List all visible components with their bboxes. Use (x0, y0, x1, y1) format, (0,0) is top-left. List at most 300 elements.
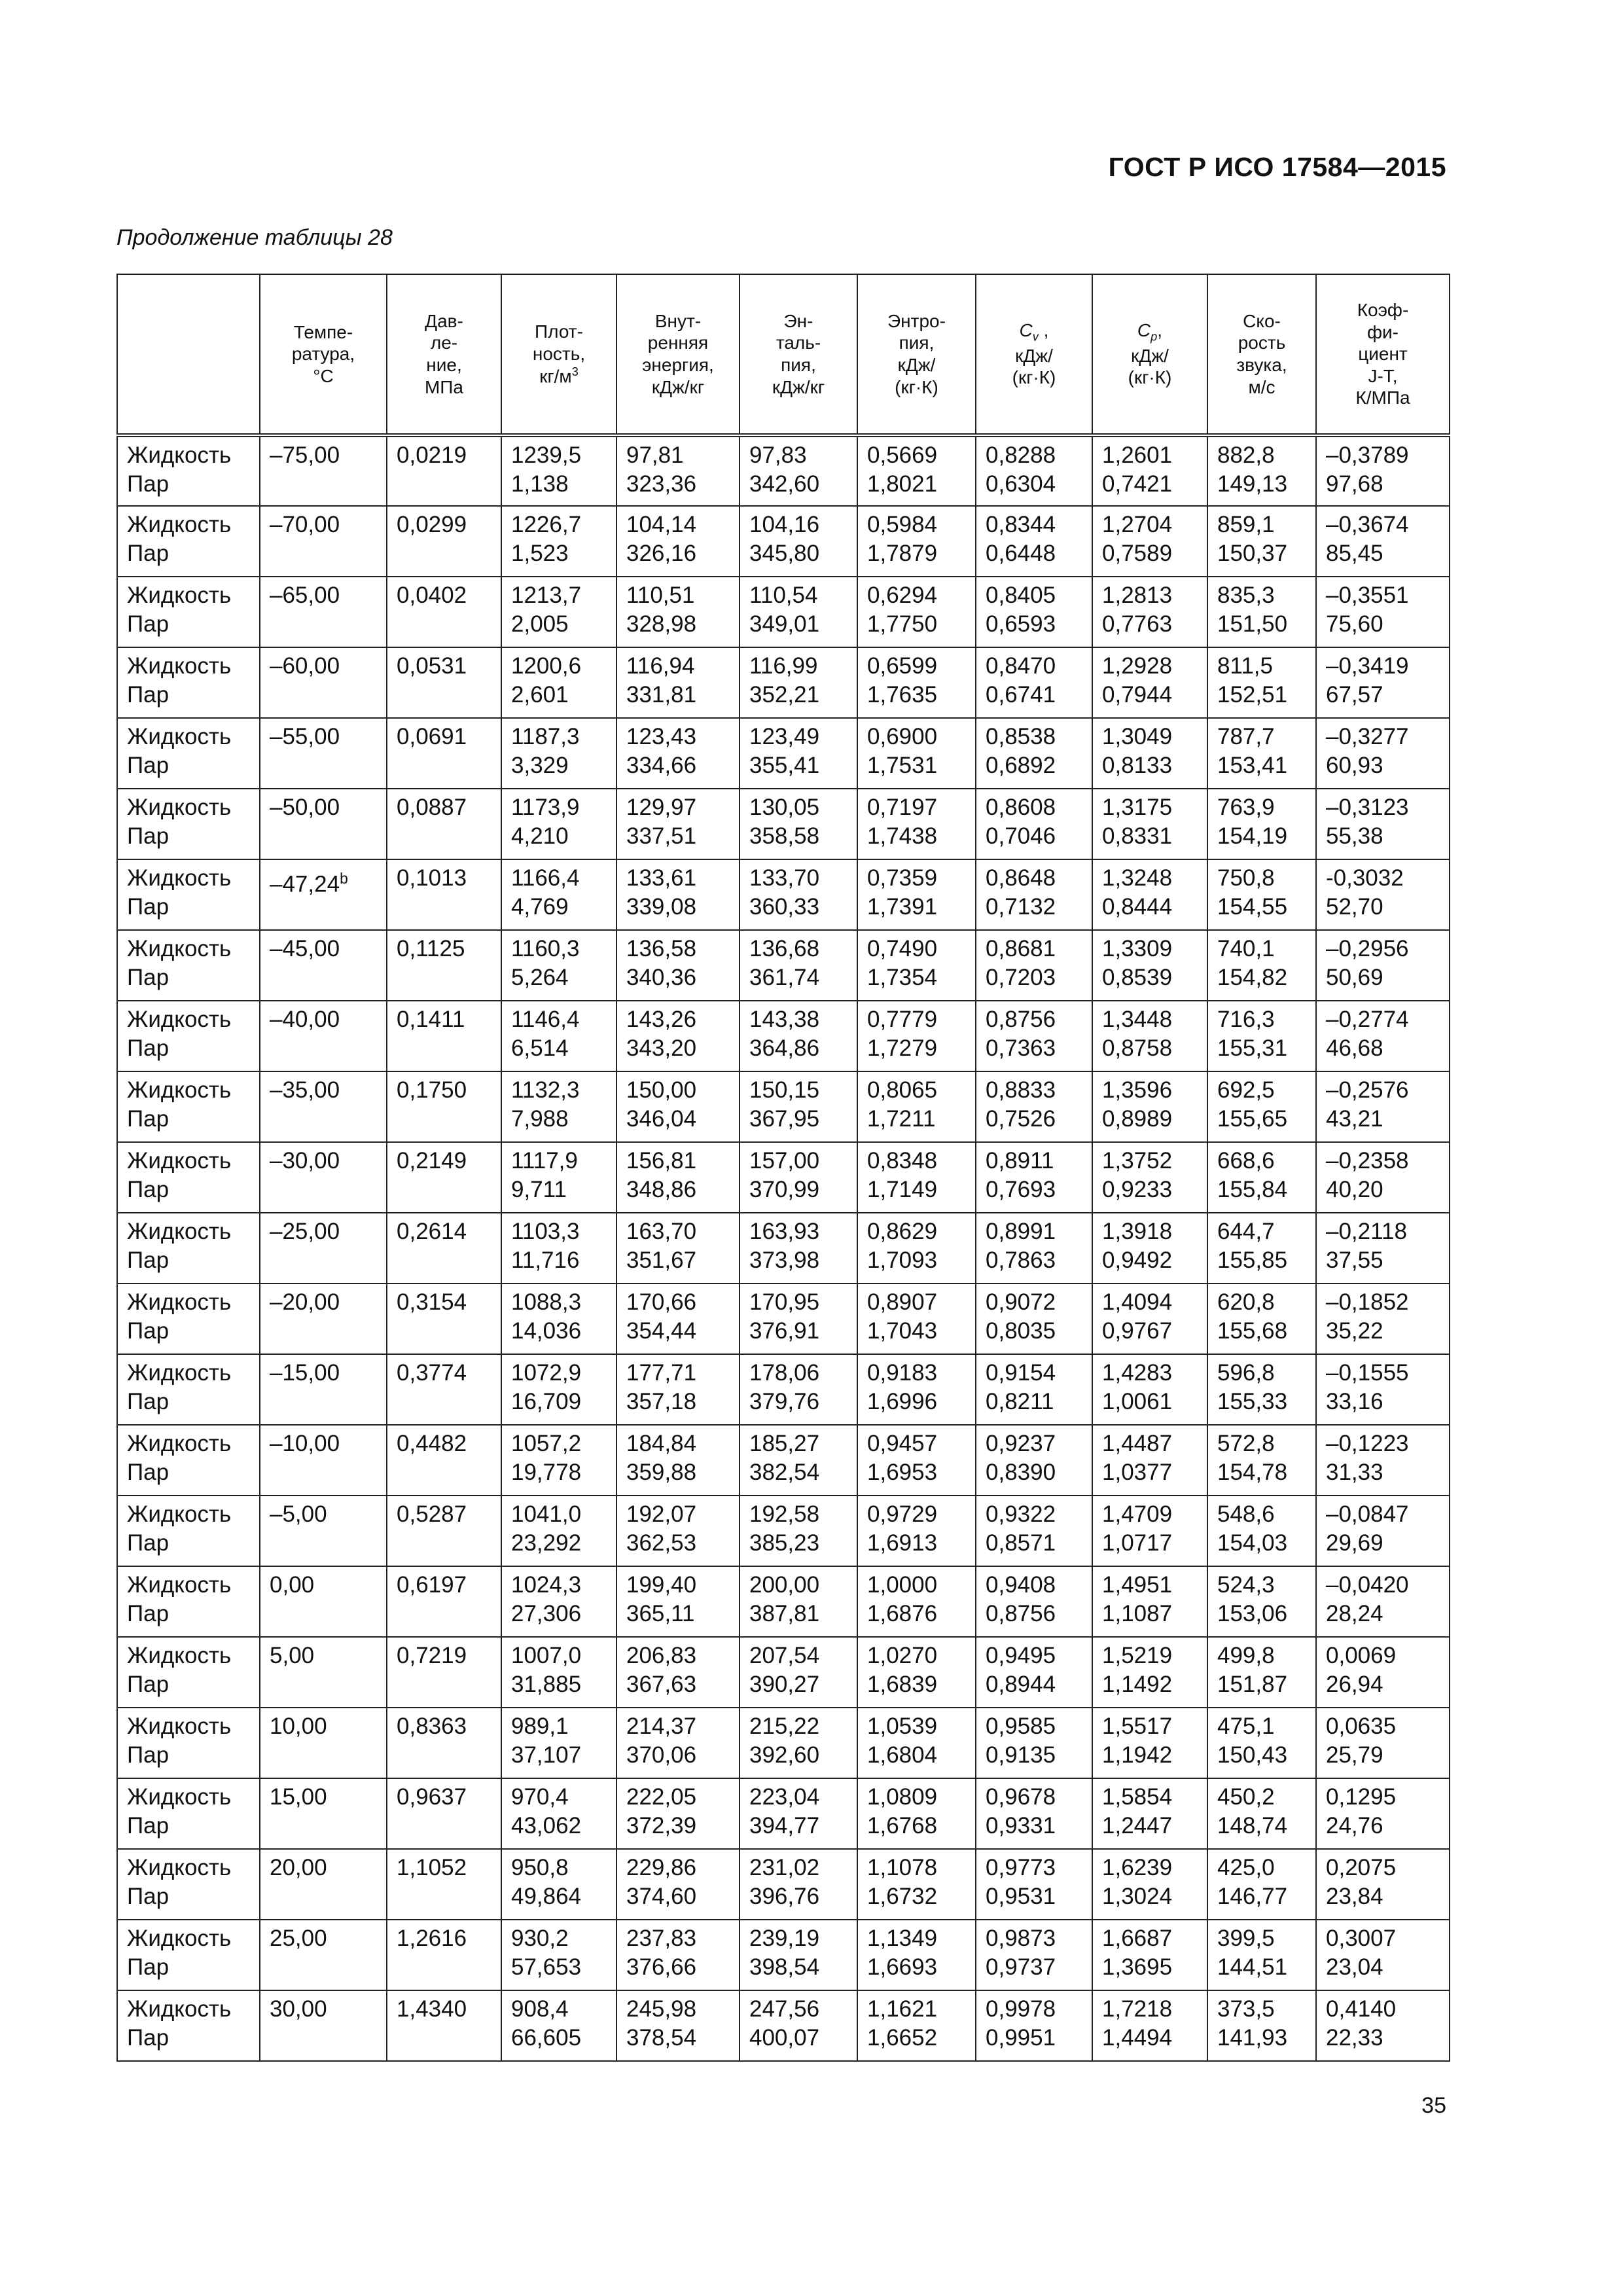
internal-energy-cell (616, 1990, 740, 2061)
enthalpy-cell (740, 1425, 857, 1496)
table-row (117, 1920, 1450, 1990)
pressure-value: 0,9637 (397, 1784, 467, 1810)
cp-vapor: 0,7944 (1102, 682, 1173, 708)
table-row (117, 1354, 1450, 1425)
cp-liquid: 1,2813 (1102, 583, 1173, 608)
liquid-label: Жидкость (127, 1007, 232, 1032)
cp-cell (1092, 1920, 1207, 1990)
phase-cell (117, 1071, 260, 1142)
internal-energy-liquid: 123,43 (626, 724, 697, 749)
enthalpy-vapor: 361,74 (749, 965, 820, 990)
entropy-liquid: 1,1349 (867, 1926, 938, 1951)
cv-vapor: 0,8571 (986, 1530, 1056, 1556)
density-vapor: 11,716 (511, 1247, 580, 1273)
cp-liquid: 1,7218 (1102, 1996, 1173, 2022)
cv-vapor: 0,6304 (986, 471, 1056, 497)
density-vapor: 14,036 (511, 1318, 582, 1344)
internal-energy-cell (616, 930, 740, 1001)
entropy-vapor: 1,7391 (867, 894, 938, 920)
entropy-vapor: 1,6996 (867, 1389, 938, 1414)
cv-cell (976, 435, 1092, 506)
enthalpy-cell (740, 789, 857, 859)
sound-speed-liquid: 524,3 (1217, 1572, 1275, 1598)
entropy-cell (857, 1354, 976, 1425)
entropy-liquid: 0,7490 (867, 936, 938, 961)
page-number: 35 (1421, 2093, 1446, 2118)
cp-vapor: 0,8444 (1102, 894, 1173, 920)
entropy-liquid: 1,0000 (867, 1572, 938, 1598)
sound-speed-vapor: 155,85 (1217, 1247, 1288, 1273)
sound-speed-vapor: 150,37 (1217, 541, 1288, 566)
entropy-liquid: 0,9729 (867, 1501, 938, 1527)
internal-energy-liquid: 192,07 (626, 1501, 697, 1527)
internal-energy-liquid: 129,97 (626, 795, 697, 820)
vapor-label: Пар (127, 1954, 169, 1980)
liquid-label: Жидкость (127, 1360, 232, 1386)
density-liquid: 1213,7 (511, 583, 582, 608)
liquid-label: Жидкость (127, 1077, 232, 1103)
internal-energy-vapor: 378,54 (626, 2025, 697, 2051)
vapor-label: Пар (127, 541, 169, 566)
cp-cell (1092, 789, 1207, 859)
header-sound-speed: Ско- рость звука, м/с (1207, 274, 1316, 435)
cv-vapor: 0,7132 (986, 894, 1056, 920)
enthalpy-liquid: 163,93 (749, 1219, 820, 1244)
enthalpy-cell (740, 718, 857, 789)
internal-energy-liquid: 237,83 (626, 1926, 697, 1951)
jt-coefficient-liquid: –0,3277 (1326, 724, 1409, 749)
cv-liquid: 0,8681 (986, 936, 1056, 961)
cv-cell (976, 1778, 1092, 1849)
internal-energy-cell (616, 1142, 740, 1213)
entropy-liquid: 0,9457 (867, 1431, 938, 1456)
enthalpy-vapor: 345,80 (749, 541, 820, 566)
cp-vapor: 0,7589 (1102, 541, 1173, 566)
enthalpy-cell (740, 1071, 857, 1142)
entropy-cell (857, 1637, 976, 1708)
density-liquid: 1146,4 (511, 1007, 580, 1032)
temperature-cell (260, 577, 387, 647)
phase-cell (117, 506, 260, 577)
table-caption: Продолжение таблицы 28 (116, 225, 393, 250)
jt-coefficient-liquid: –0,3789 (1326, 442, 1409, 468)
pressure-value: 1,1052 (397, 1855, 467, 1880)
sound-speed-liquid: 425,0 (1217, 1855, 1275, 1880)
sound-speed-vapor: 148,74 (1217, 1813, 1288, 1839)
internal-energy-cell (616, 859, 740, 930)
entropy-liquid: 0,5984 (867, 512, 938, 537)
cp-vapor: 1,1492 (1102, 1672, 1173, 1697)
sound-speed-cell (1207, 1354, 1316, 1425)
enthalpy-liquid: 170,95 (749, 1289, 820, 1315)
entropy-vapor: 1,6913 (867, 1530, 938, 1556)
footnote-mark: b (340, 870, 348, 887)
cp-liquid: 1,3448 (1102, 1007, 1173, 1032)
cp-cell (1092, 1778, 1207, 1849)
entropy-cell (857, 859, 976, 930)
sound-speed-vapor: 155,65 (1217, 1106, 1288, 1132)
cv-liquid: 0,8288 (986, 442, 1056, 468)
internal-energy-cell (616, 1708, 740, 1778)
sound-speed-vapor: 154,55 (1217, 894, 1288, 920)
entropy-liquid: 0,8907 (867, 1289, 938, 1315)
thermo-properties-table (116, 274, 1450, 2062)
internal-energy-vapor: 362,53 (626, 1530, 697, 1556)
sound-speed-vapor: 155,33 (1217, 1389, 1288, 1414)
sound-speed-vapor: 146,77 (1217, 1884, 1288, 1909)
pressure-cell (387, 859, 501, 930)
liquid-label: Жидкость (127, 1219, 232, 1244)
liquid-label: Жидкость (127, 795, 232, 820)
pressure-cell (387, 1849, 501, 1920)
internal-energy-liquid: 163,70 (626, 1219, 697, 1244)
pressure-cell (387, 1708, 501, 1778)
enthalpy-vapor: 352,21 (749, 682, 820, 708)
temperature-cell (260, 1566, 387, 1637)
sound-speed-cell (1207, 1990, 1316, 2061)
entropy-vapor: 1,7149 (867, 1177, 938, 1202)
entropy-liquid: 1,0270 (867, 1643, 938, 1668)
enthalpy-cell (740, 647, 857, 718)
density-liquid: 1132,3 (511, 1077, 580, 1103)
temperature-cell (260, 435, 387, 506)
temperature-cell (260, 930, 387, 1001)
internal-energy-vapor: 339,08 (626, 894, 697, 920)
jt-coefficient-vapor: 67,57 (1326, 682, 1383, 708)
phase-cell (117, 1708, 260, 1778)
cv-liquid: 0,9154 (986, 1360, 1056, 1386)
pressure-value: 1,4340 (397, 1996, 467, 2022)
liquid-label: Жидкость (127, 1148, 232, 1174)
sound-speed-cell (1207, 718, 1316, 789)
cp-cell (1092, 1001, 1207, 1071)
cp-liquid: 1,3309 (1102, 936, 1173, 961)
density-cell (501, 859, 616, 930)
temperature-value: –40,00 (270, 1007, 340, 1032)
density-vapor: 49,864 (511, 1884, 582, 1909)
enthalpy-vapor: 390,27 (749, 1672, 820, 1697)
pressure-value: 0,3154 (397, 1289, 467, 1315)
temperature-value: –10,00 (270, 1431, 340, 1456)
enthalpy-liquid: 215,22 (749, 1713, 820, 1739)
sound-speed-liquid: 835,3 (1217, 583, 1275, 608)
temperature-value: 20,00 (270, 1855, 327, 1880)
jt-coefficient-cell (1316, 1283, 1450, 1354)
jt-coefficient-cell (1316, 1920, 1450, 1990)
cv-liquid: 0,9495 (986, 1643, 1056, 1668)
cp-liquid: 1,3248 (1102, 865, 1173, 891)
table-row (117, 1001, 1450, 1071)
temperature-cell (260, 859, 387, 930)
sound-speed-liquid: 668,6 (1217, 1148, 1275, 1174)
entropy-liquid: 1,0809 (867, 1784, 938, 1810)
header-jt-coefficient: Коэф- фи- циент J-T, К/МПа (1316, 274, 1450, 435)
internal-energy-vapor: 354,44 (626, 1318, 697, 1344)
jt-coefficient-cell (1316, 1708, 1450, 1778)
liquid-label: Жидкость (127, 1784, 232, 1810)
cv-liquid: 0,9408 (986, 1572, 1056, 1598)
jt-coefficient-cell (1316, 718, 1450, 789)
internal-energy-vapor: 340,36 (626, 965, 697, 990)
vapor-label: Пар (127, 1106, 169, 1132)
density-cell (501, 1637, 616, 1708)
jt-coefficient-vapor: 40,20 (1326, 1177, 1383, 1202)
enthalpy-vapor: 355,41 (749, 753, 820, 778)
pressure-value: 0,1411 (397, 1007, 465, 1032)
table-row (117, 1637, 1450, 1708)
cp-vapor: 1,0377 (1102, 1460, 1173, 1485)
pressure-cell (387, 1425, 501, 1496)
jt-coefficient-liquid: –0,2774 (1326, 1007, 1409, 1032)
table-row (117, 1566, 1450, 1637)
enthalpy-liquid: 110,54 (749, 583, 818, 608)
jt-coefficient-cell (1316, 1071, 1450, 1142)
pressure-value: 0,1750 (397, 1077, 467, 1103)
density-cell (501, 1990, 616, 2061)
vapor-label: Пар (127, 1177, 169, 1202)
temperature-cell (260, 647, 387, 718)
jt-coefficient-cell (1316, 1566, 1450, 1637)
cp-cell (1092, 1283, 1207, 1354)
temperature-cell (260, 1354, 387, 1425)
jt-coefficient-liquid: 0,0635 (1326, 1713, 1397, 1739)
cv-cell (976, 506, 1092, 577)
jt-coefficient-liquid: –0,1852 (1326, 1289, 1409, 1315)
density-vapor: 1,138 (511, 471, 569, 497)
cv-vapor: 0,7863 (986, 1247, 1056, 1273)
phase-cell (117, 1566, 260, 1637)
internal-energy-vapor: 365,11 (626, 1601, 695, 1626)
temperature-cell (260, 506, 387, 577)
cv-liquid: 0,9773 (986, 1855, 1056, 1880)
sound-speed-liquid: 399,5 (1217, 1926, 1275, 1951)
sound-speed-cell (1207, 435, 1316, 506)
entropy-vapor: 1,6768 (867, 1813, 938, 1839)
liquid-label: Жидкость (127, 1713, 232, 1739)
density-vapor: 37,107 (511, 1742, 582, 1768)
cv-liquid: 0,8648 (986, 865, 1056, 891)
internal-energy-vapor: 376,66 (626, 1954, 697, 1980)
sound-speed-cell (1207, 789, 1316, 859)
sound-speed-vapor: 150,43 (1217, 1742, 1288, 1768)
density-vapor: 27,306 (511, 1601, 582, 1626)
cv-cell (976, 1213, 1092, 1283)
temperature-cell (260, 1142, 387, 1213)
internal-energy-liquid: 133,61 (626, 865, 697, 891)
cv-vapor: 0,7203 (986, 965, 1056, 990)
cv-cell (976, 1920, 1092, 1990)
phase-cell (117, 1142, 260, 1213)
entropy-cell (857, 506, 976, 577)
enthalpy-vapor: 349,01 (749, 611, 820, 637)
temperature-cell (260, 1849, 387, 1920)
phase-cell (117, 435, 260, 506)
cp-vapor: 0,7421 (1102, 471, 1173, 497)
pressure-cell (387, 718, 501, 789)
entropy-liquid: 0,8065 (867, 1077, 938, 1103)
entropy-cell (857, 1425, 976, 1496)
jt-coefficient-cell (1316, 506, 1450, 577)
cv-liquid: 0,9585 (986, 1713, 1056, 1739)
density-cell (501, 1778, 616, 1849)
internal-energy-vapor: 370,06 (626, 1742, 697, 1768)
cv-vapor: 0,7526 (986, 1106, 1056, 1132)
enthalpy-liquid: 123,49 (749, 724, 820, 749)
jt-coefficient-vapor: 24,76 (1326, 1813, 1383, 1839)
enthalpy-cell (740, 435, 857, 506)
jt-coefficient-cell (1316, 789, 1450, 859)
internal-energy-liquid: 245,98 (626, 1996, 697, 2022)
density-liquid: 908,4 (511, 1996, 569, 2022)
sound-speed-liquid: 763,9 (1217, 795, 1275, 820)
cv-cell (976, 1637, 1092, 1708)
density-vapor: 5,264 (511, 965, 569, 990)
table-row (117, 859, 1450, 930)
sound-speed-liquid: 740,1 (1217, 936, 1275, 961)
entropy-cell (857, 1778, 976, 1849)
cv-liquid: 0,9873 (986, 1926, 1056, 1951)
sound-speed-liquid: 811,5 (1217, 653, 1273, 679)
density-vapor: 16,709 (511, 1389, 582, 1414)
cp-liquid: 1,3175 (1102, 795, 1173, 820)
density-liquid: 1117,9 (511, 1148, 578, 1174)
cp-liquid: 1,4487 (1102, 1431, 1173, 1456)
density-liquid: 1103,3 (511, 1219, 580, 1244)
vapor-label: Пар (127, 894, 169, 920)
temperature-cell (260, 1001, 387, 1071)
temperature-value: 15,00 (270, 1784, 327, 1810)
sound-speed-liquid: 644,7 (1217, 1219, 1275, 1244)
header-entropy: Энтро- пия, кДж/ (кг·К) (857, 274, 976, 435)
internal-energy-cell (616, 1001, 740, 1071)
enthalpy-liquid: 239,19 (749, 1926, 820, 1951)
internal-energy-cell (616, 506, 740, 577)
sound-speed-cell (1207, 1213, 1316, 1283)
cp-cell (1092, 859, 1207, 930)
enthalpy-cell (740, 1637, 857, 1708)
cp-vapor: 0,9767 (1102, 1318, 1173, 1344)
enthalpy-liquid: 104,16 (749, 512, 820, 537)
jt-coefficient-liquid: 0,2075 (1326, 1855, 1397, 1880)
jt-coefficient-vapor: 75,60 (1326, 611, 1383, 637)
temperature-value: –75,00 (270, 442, 340, 468)
cp-cell (1092, 435, 1207, 506)
enthalpy-vapor: 342,60 (749, 471, 820, 497)
cv-vapor: 0,8944 (986, 1672, 1056, 1697)
cv-vapor: 0,9951 (986, 2025, 1056, 2051)
enthalpy-cell (740, 1990, 857, 2061)
cp-cell (1092, 1708, 1207, 1778)
phase-cell (117, 1637, 260, 1708)
sound-speed-cell (1207, 1849, 1316, 1920)
internal-energy-cell (616, 435, 740, 506)
internal-energy-liquid: 170,66 (626, 1289, 697, 1315)
density-vapor: 23,292 (511, 1530, 582, 1556)
entropy-liquid: 0,6900 (867, 724, 938, 749)
density-cell (501, 1142, 616, 1213)
table-row (117, 1849, 1450, 1920)
internal-energy-vapor: 326,16 (626, 541, 697, 566)
density-vapor: 7,988 (511, 1106, 569, 1132)
pressure-cell (387, 1920, 501, 1990)
cp-cell (1092, 1849, 1207, 1920)
sound-speed-liquid: 475,1 (1217, 1713, 1275, 1739)
vapor-label: Пар (127, 1813, 169, 1839)
liquid-label: Жидкость (127, 1926, 232, 1951)
jt-coefficient-liquid: –0,3419 (1326, 653, 1409, 679)
internal-energy-vapor: 323,36 (626, 471, 697, 497)
enthalpy-liquid: 185,27 (749, 1431, 820, 1456)
jt-coefficient-liquid: –0,3674 (1326, 512, 1409, 537)
density-cell (501, 789, 616, 859)
cp-vapor: 0,7763 (1102, 611, 1173, 637)
enthalpy-vapor: 370,99 (749, 1177, 820, 1202)
cv-cell (976, 1354, 1092, 1425)
sound-speed-vapor: 155,31 (1217, 1035, 1288, 1061)
internal-energy-vapor: 367,63 (626, 1672, 697, 1697)
cp-vapor: 1,0061 (1102, 1389, 1173, 1414)
sound-speed-vapor: 151,50 (1217, 611, 1288, 637)
jt-coefficient-vapor: 85,45 (1326, 541, 1383, 566)
pressure-cell (387, 1778, 501, 1849)
pressure-cell (387, 647, 501, 718)
jt-coefficient-vapor: 37,55 (1326, 1247, 1383, 1273)
enthalpy-liquid: 207,54 (749, 1643, 820, 1668)
enthalpy-liquid: 178,06 (749, 1360, 820, 1386)
temperature-cell (260, 1213, 387, 1283)
internal-energy-cell (616, 1213, 740, 1283)
liquid-label: Жидкость (127, 865, 232, 891)
cp-cell (1092, 930, 1207, 1001)
sound-speed-vapor: 141,93 (1217, 2025, 1288, 2051)
cv-liquid: 0,8470 (986, 653, 1056, 679)
enthalpy-vapor: 385,23 (749, 1530, 820, 1556)
cp-liquid: 1,4951 (1102, 1572, 1173, 1598)
vapor-label: Пар (127, 682, 169, 708)
enthalpy-cell (740, 1213, 857, 1283)
table-row (117, 506, 1450, 577)
cv-vapor: 0,9331 (986, 1813, 1056, 1839)
jt-coefficient-cell (1316, 1637, 1450, 1708)
density-vapor: 2,601 (511, 682, 569, 708)
enthalpy-cell (740, 1849, 857, 1920)
entropy-cell (857, 718, 976, 789)
jt-coefficient-liquid: –0,2118 (1326, 1219, 1407, 1244)
sound-speed-vapor: 155,84 (1217, 1177, 1288, 1202)
density-liquid: 950,8 (511, 1855, 569, 1880)
temperature-value: –45,00 (270, 936, 340, 961)
jt-coefficient-cell (1316, 647, 1450, 718)
sound-speed-liquid: 548,6 (1217, 1501, 1275, 1527)
density-vapor: 4,210 (511, 823, 569, 849)
sound-speed-liquid: 692,5 (1217, 1077, 1275, 1103)
vapor-label: Пар (127, 1460, 169, 1485)
density-vapor: 57,653 (511, 1954, 582, 1980)
cv-liquid: 0,8405 (986, 583, 1056, 608)
cp-liquid: 1,4709 (1102, 1501, 1173, 1527)
cv-cell (976, 647, 1092, 718)
enthalpy-cell (740, 930, 857, 1001)
table-row (117, 1142, 1450, 1213)
sound-speed-cell (1207, 1920, 1316, 1990)
entropy-cell (857, 435, 976, 506)
jt-coefficient-liquid: –0,0420 (1326, 1572, 1409, 1598)
cp-cell (1092, 1213, 1207, 1283)
cp-cell (1092, 1425, 1207, 1496)
jt-coefficient-liquid: 0,4140 (1326, 1996, 1397, 2022)
liquid-label: Жидкость (127, 1501, 232, 1527)
entropy-vapor: 1,7531 (867, 753, 938, 778)
